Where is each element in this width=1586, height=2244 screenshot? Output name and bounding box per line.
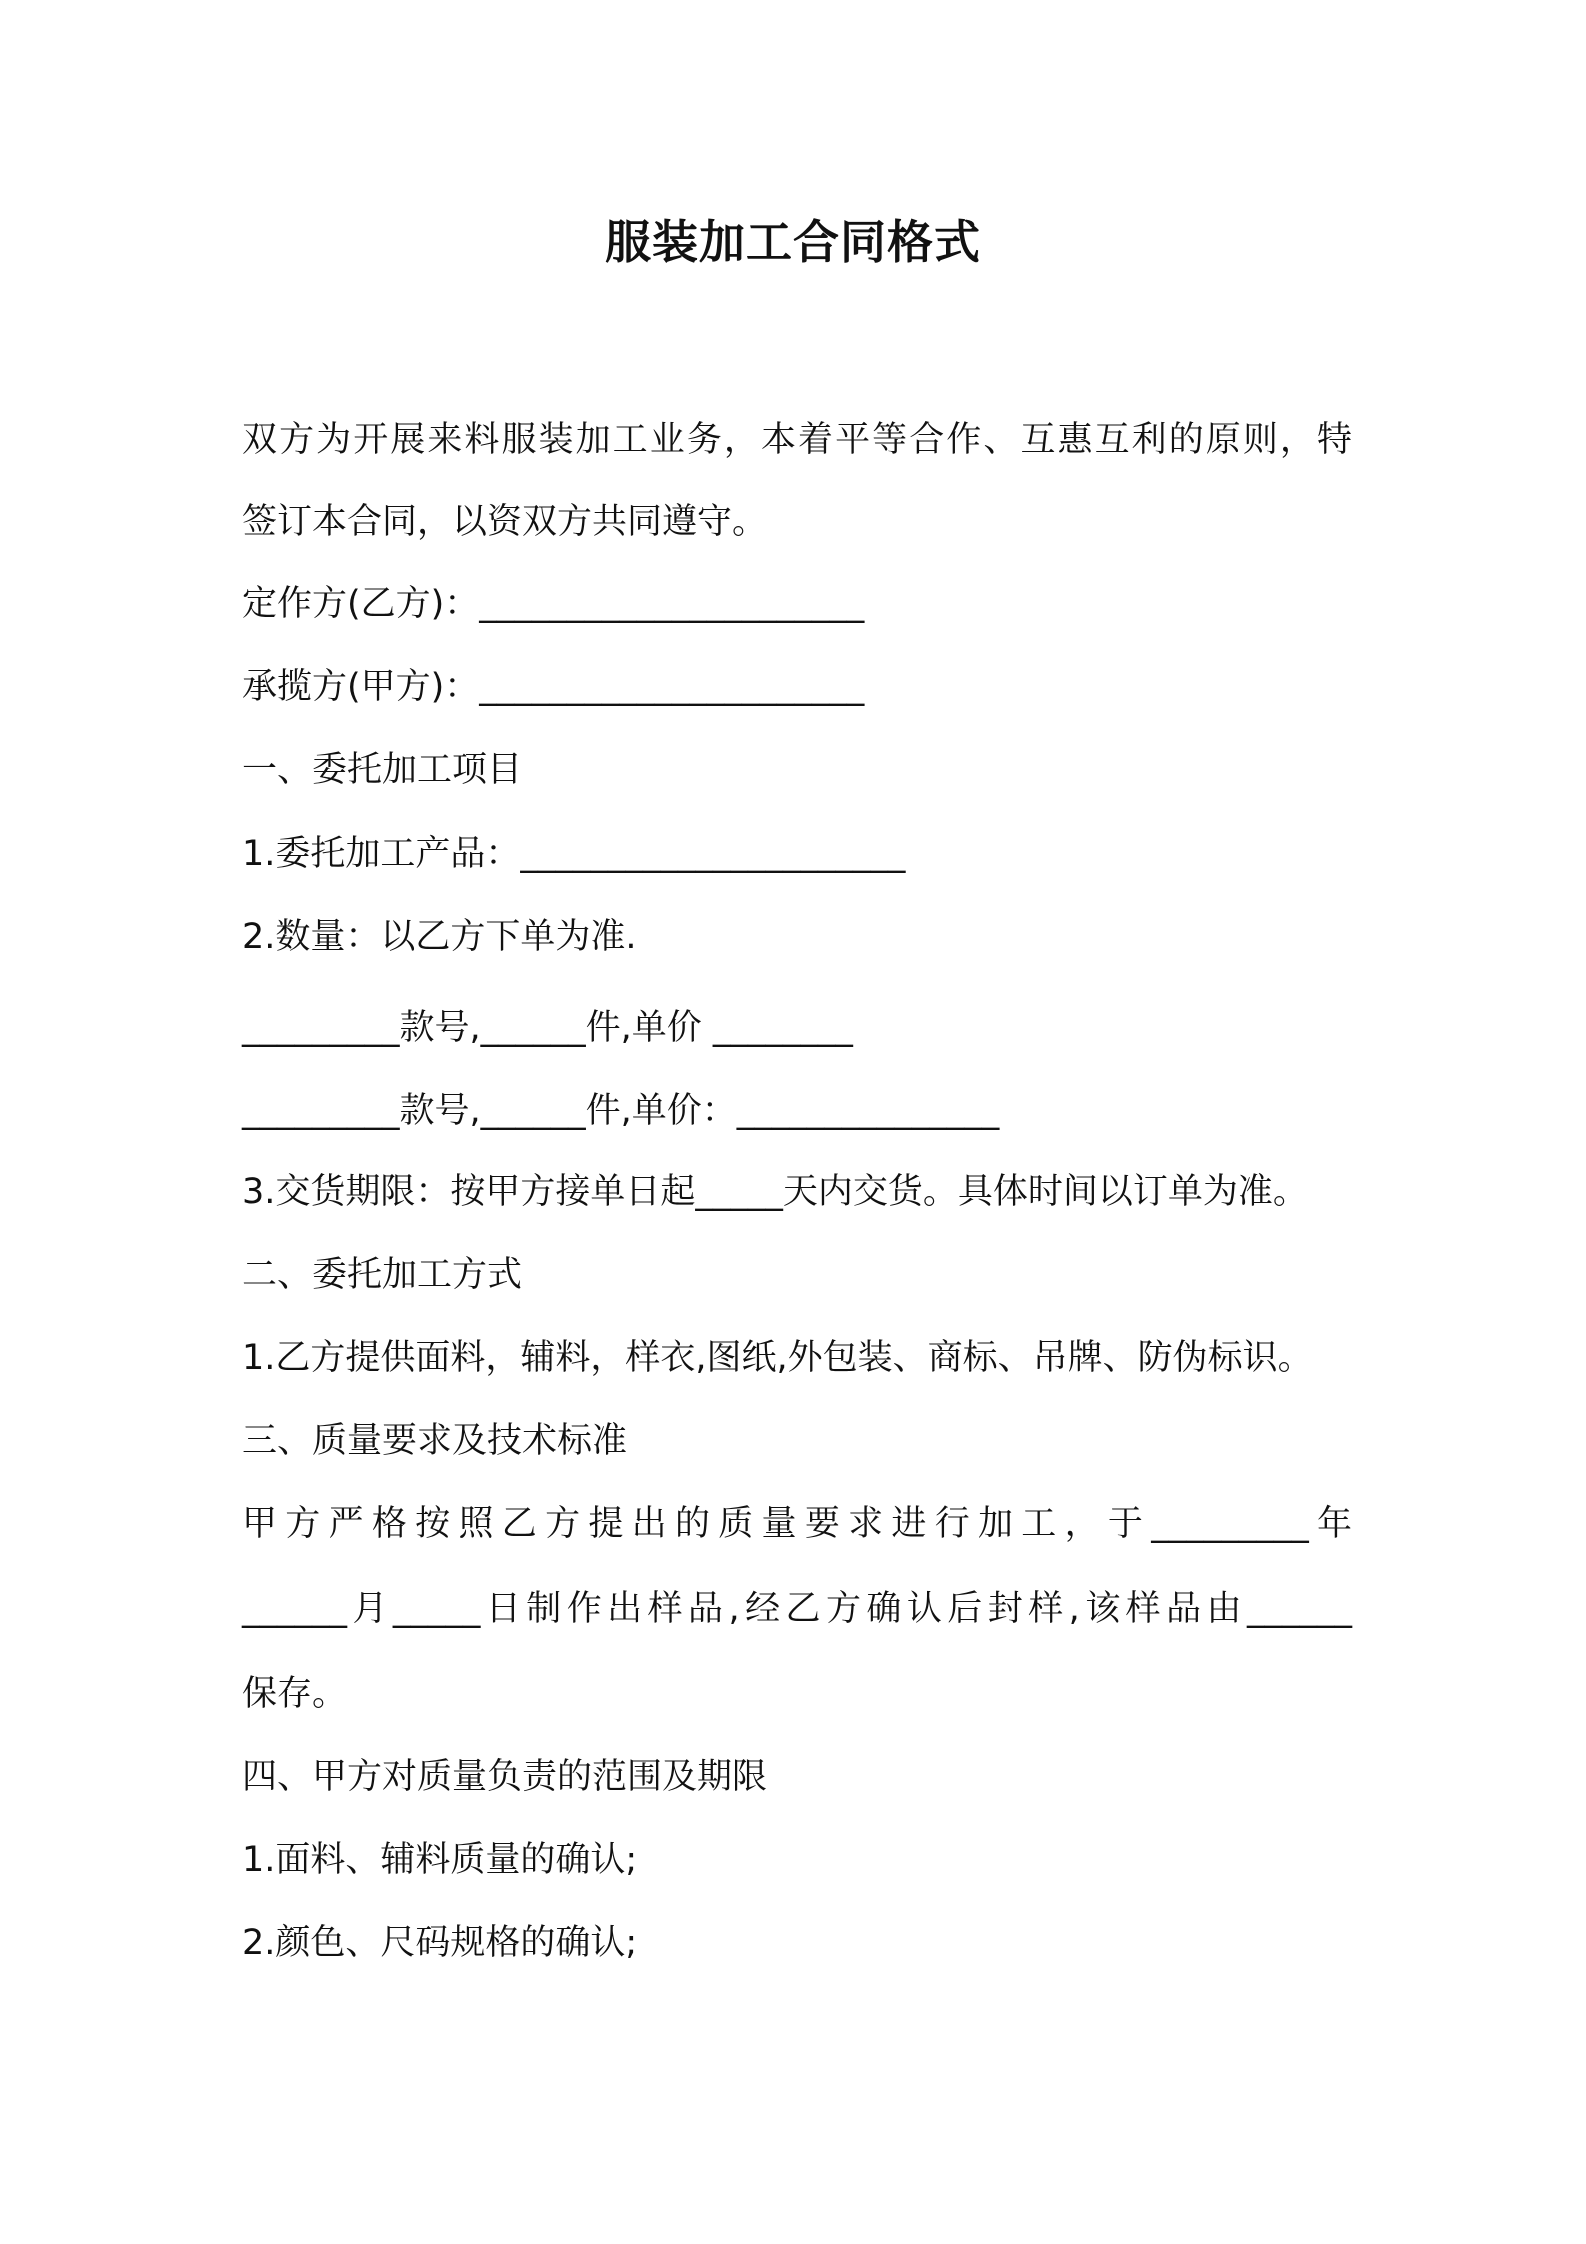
clause-1-3: 3.交货期限：按甲方接单日起_____天内交货。具体时间以订单为准。: [242, 1172, 1308, 1212]
preamble-line-1: [242, 416, 1352, 464]
clause-3-line-2-text: ______月_____日制作出样品,经乙方确认后封样,该样品由______: [242, 1589, 1352, 1629]
section-3-heading: 三、质量要求及技术标准: [242, 1421, 628, 1461]
clause-3-line-1-text: 甲方严格按照乙方提出的质量要求进行加工，于_________年: [242, 1504, 1352, 1544]
clause-1-2: 2.数量：以乙方下单为准.: [242, 917, 637, 957]
clause-4-1: 1.面料、辅料质量的确认;: [242, 1840, 638, 1880]
clause-4-2: 2.颜色、尺码规格的确认;: [242, 1923, 638, 1963]
section-4-heading: 四、甲方对质量负责的范围及期限: [242, 1757, 768, 1797]
style-row-2: _________款号,______件,单价：_______________: [242, 1091, 1000, 1131]
clause-2-1: 1.乙方提供面料，辅料，样衣,图纸,外包装、商标、吊牌、防伪标识。: [242, 1338, 1313, 1378]
preamble-line-2: 签订本合同，以资双方共同遵守。: [242, 502, 768, 542]
party-a-line: 承揽方(甲方)：______________________: [242, 667, 865, 707]
clause-3-line-3: 保存。: [242, 1674, 348, 1714]
style-row-1: _________款号,______件,单价 ________: [242, 1008, 853, 1048]
document-title: 服装加工合同格式: [605, 215, 981, 269]
clause-3-line-1: [242, 1500, 1352, 1548]
clause-3-line-2: [242, 1585, 1352, 1633]
preamble-line-1-text: 双方为开展来料服装加工业务，本着平等合作、互惠互利的原则，特: [242, 420, 1352, 460]
clause-1-1: 1.委托加工产品：______________________: [242, 834, 906, 874]
party-b-line: 定作方(乙方)：______________________: [242, 584, 865, 624]
section-1-heading: 一、委托加工项目: [242, 750, 523, 790]
section-2-heading: 二、委托加工方式: [242, 1255, 523, 1295]
